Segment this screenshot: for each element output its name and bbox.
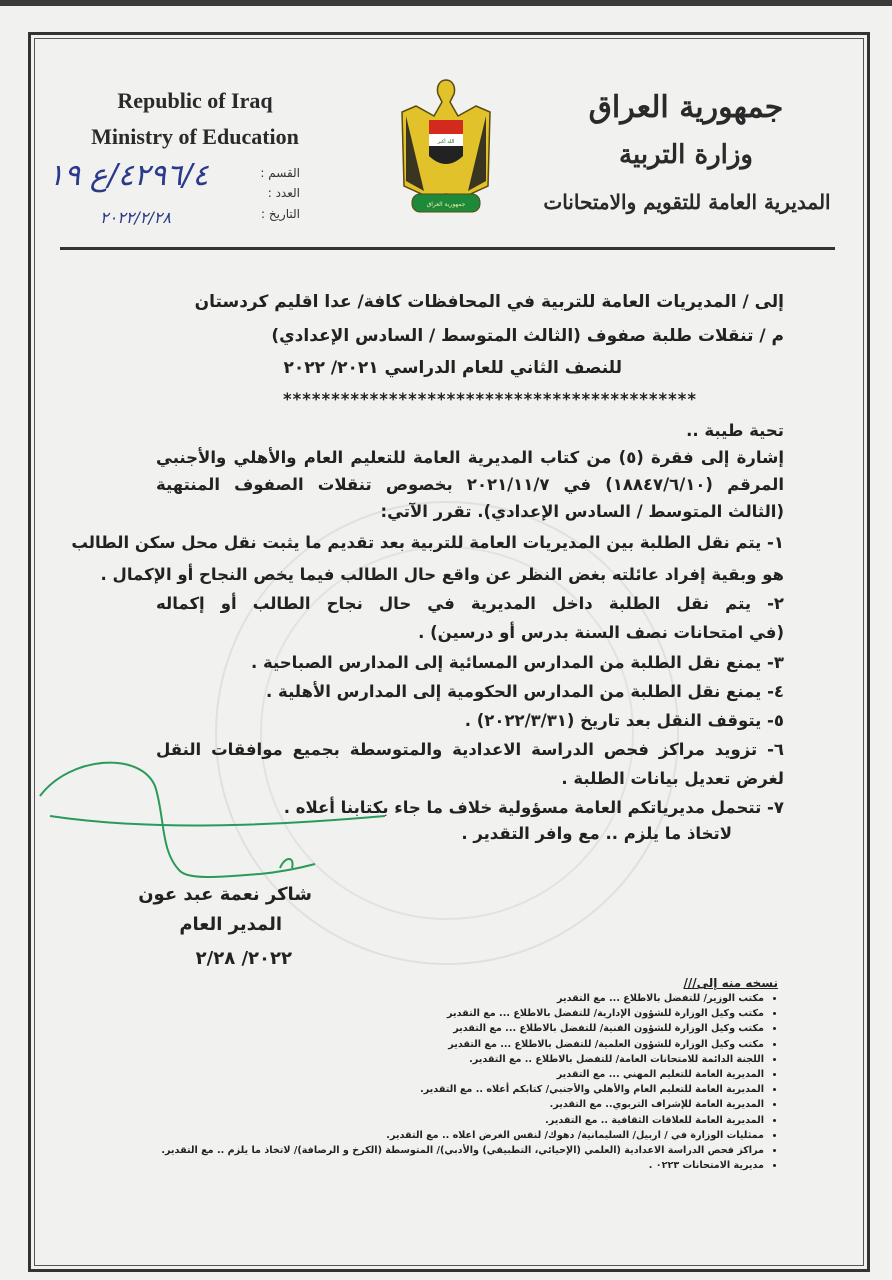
item-line: ٥- يتوقف النقل بعد تاريخ (٢٠٢٢/٣/٣١) . bbox=[464, 711, 784, 730]
signatory-name: شاكر نعمة عبد عون bbox=[138, 884, 312, 905]
cc-item: • مكتب الوزير/ للتفضل بالاطلاع ... مع التقدير bbox=[161, 991, 764, 1006]
item-line: ١- يتم نقل الطلبة بين المديريات العامة للتربية بعد تقديم ما يثبت نقل محل سكن الطالب bbox=[71, 533, 784, 552]
cc-item: • ممثليات الوزارة في / اربيل/ السليمانية/ دهوك/ لنفس الغرض اعلاه .. مع التقدير. bbox=[161, 1128, 764, 1143]
cc-item: • مديرية الامتحانات ٠٢٢٣ . bbox=[161, 1158, 764, 1173]
item-line: هو وبقية إفراد عائلته بغض النظر عن واقع حال الطالب فيما يخص النجاح أو الإكمال . bbox=[100, 565, 784, 584]
item-line: ٦- تزويد مراكز فحص الدراسة الاعدادية والمتوسطة بجميع موافقات النقل bbox=[156, 740, 784, 759]
date-label: التاريخ : bbox=[260, 207, 300, 221]
handwritten-number: ٤٢٩٦/٤/ع ١٩ bbox=[48, 158, 209, 193]
cc-item: • المديرية العامة للعلاقات الثقافية .. مع التقدير. bbox=[161, 1113, 764, 1128]
intro-line: إشارة إلى فقرة (٥) من كتاب المديرية العامة للتعليم العام والأهلي والأجنبي bbox=[156, 448, 784, 467]
item-line: ٣- يمنع نقل الطلبة من المدارس المسائية إلى المدارس الصباحية . bbox=[251, 653, 784, 672]
green-signature-icon bbox=[30, 756, 390, 886]
cc-item: • المديرية العامة للتعليم العام والأهلي والأجنبي/ كتابكم أعلاه .. مع التقدير. bbox=[161, 1082, 764, 1097]
header-en-ministry: Ministry of Education bbox=[91, 124, 299, 149]
handwritten-date: ٢٠٢٢/٢/٢٨ bbox=[100, 208, 171, 227]
signature-date: ٢٠٢٢/ ٢/٢٨ bbox=[195, 948, 292, 969]
addressee-line: إلى / المديريات العامة للتربية في المحافظات كافة/ عدا اقليم كردستان bbox=[194, 292, 784, 312]
cc-section bbox=[161, 976, 780, 1173]
emblem-banner-text: جمهورية العراق bbox=[426, 201, 466, 208]
cc-item: • مراكز فحص الدراسة الاعدادية (العلمي (الإحيائي، التطبيقي) والأدبي)/ المتوسطة (الكرخ و الرصافة)/ لاتخاذ ما يلزم .. مع التقدير. bbox=[161, 1143, 764, 1158]
item-line: (في امتحانات نصف السنة بدرس أو درسين) . bbox=[418, 623, 784, 642]
section-label: القسم : bbox=[260, 166, 300, 180]
number-label: العدد : bbox=[267, 186, 300, 200]
letter-page bbox=[0, 6, 892, 1280]
cc-item: • اللجنة الدائمة للامتحانات العامة/ للتفضل بالاطلاع .. مع التقدير. bbox=[161, 1052, 764, 1067]
asterisk-divider: ******************************************* bbox=[282, 390, 697, 409]
cc-item: • مكتب وكيل الوزارة للشؤون العلمية/ للتفضل بالاطلاع ... مع التقدير bbox=[161, 1037, 764, 1052]
intro-line: (الثالث المتوسط / السادس الإعدادي). تقرر الآتي: bbox=[380, 502, 784, 521]
header-divider bbox=[60, 247, 835, 250]
signatory-title: المدير العام bbox=[179, 914, 282, 935]
item-line: ٢- يتم نقل الطلبة داخل المديرية في حال نجاح الطالب أو إكماله bbox=[156, 594, 784, 613]
header-ar-ministry: وزارة التربية bbox=[619, 140, 753, 170]
cc-item: • المديرية العامة للتعليم المهني ... مع التقدير bbox=[161, 1067, 764, 1082]
cc-item: • مكتب وكيل الوزارة للشؤون الإدارية/ للتفضل بالاطلاع ... مع التقدير bbox=[161, 1006, 764, 1021]
cc-heading: نسخه منه إلى/// bbox=[683, 976, 778, 990]
subject-line: م / تنقلات طلبة صفوف (الثالث المتوسط / السادس الإعدادي) bbox=[271, 326, 784, 346]
cc-list bbox=[161, 991, 780, 1173]
emblem-motto: الله أكبر bbox=[437, 139, 455, 145]
greeting: تحية طيبة .. bbox=[686, 421, 784, 440]
header-ar-republic: جمهورية العراق bbox=[588, 90, 784, 125]
intro-line: المرقم (١٨٨٤٧/٦/١٠) في ٢٠٢١/١١/٧ بخصوص تنقلات الصفوف المنتهية bbox=[156, 475, 784, 494]
item-line: ٧- تتحمل مديرياتكم العامة مسؤولية خلاف ما جاء بكتابنا أعلاه . bbox=[283, 798, 784, 817]
item-line: لغرض تعديل بيانات الطلبة . bbox=[561, 769, 784, 788]
cc-item: • مكتب وكيل الوزارة للشؤون الفنية/ للتفضل بالاطلاع ... مع التقدير bbox=[161, 1021, 764, 1036]
closing-line: لاتخاذ ما يلزم .. مع وافر التقدير . bbox=[461, 824, 732, 843]
header-en-republic: Republic of Iraq bbox=[117, 88, 273, 113]
cc-item: • المديرية العامة للإشراف التربوي.. مع التقدير. bbox=[161, 1097, 764, 1112]
iraq-eagle-emblem-icon bbox=[396, 76, 496, 218]
item-line: ٤- يمنع نقل الطلبة من المدارس الحكومية إلى المدارس الأهلية . bbox=[266, 682, 784, 701]
term-line: للنصف الثاني للعام الدراسي ٢٠٢١/ ٢٠٢٢ bbox=[283, 358, 622, 378]
header-ar-directorate: المديرية العامة للتقويم والامتحانات bbox=[543, 190, 831, 214]
